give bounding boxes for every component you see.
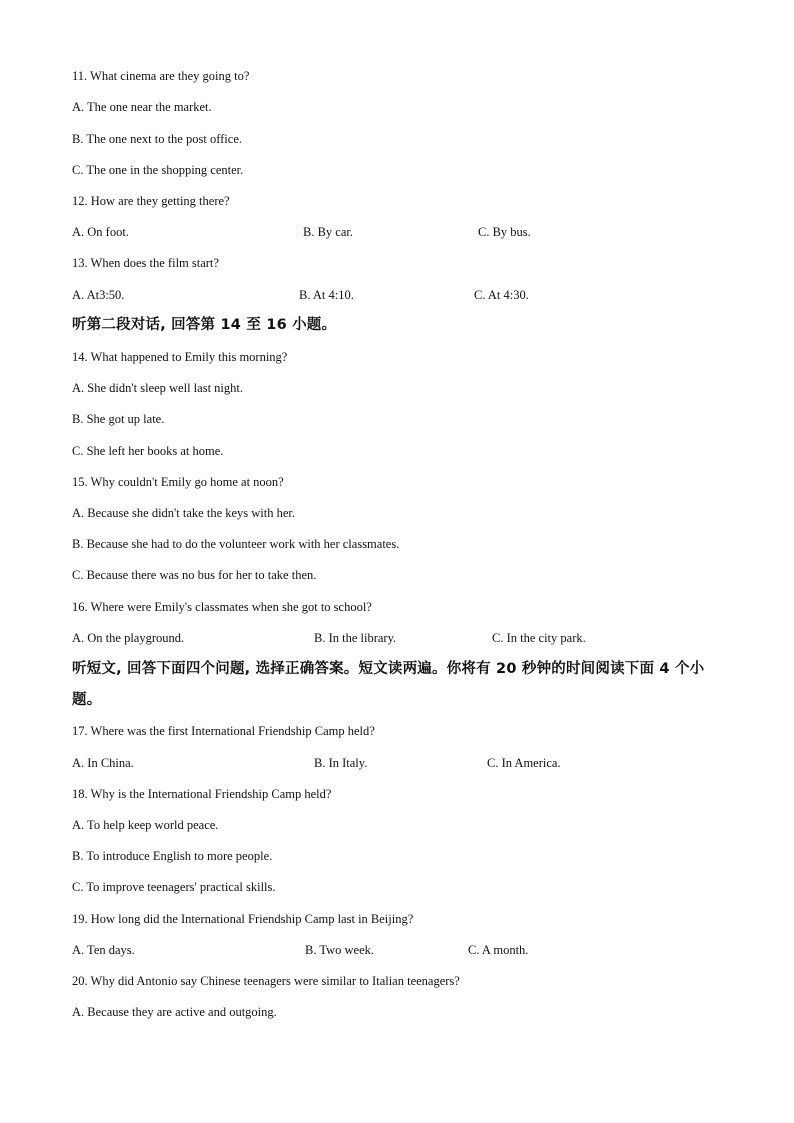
q13-option-c: C. At 4:30. [474, 288, 529, 302]
q17-question: 17. Where was the first International Friendship Camp held? [72, 724, 375, 738]
q19-question: 19. How long did the International Friendship Camp last in Beijing? [72, 912, 414, 926]
q18-question: 18. Why is the International Friendship Camp held? [72, 787, 332, 801]
q16-option-c: C. In the city park. [492, 631, 586, 645]
q11-option-a: A. The one near the market. [72, 100, 212, 114]
section-heading-passage: 听短文, 回答下面四个问题, 选择正确答案。短文读两遍。你将有 20 秒钟的时间阅读下面 4 个小题。 [72, 661, 705, 708]
q17-option-c: C. In America. [487, 756, 561, 770]
q19-option-c: C. A month. [468, 943, 529, 957]
q20-option-a: A. Because they are active and outgoing. [72, 1005, 277, 1019]
q13-option-a: A. At3:50. [72, 288, 125, 302]
q12-option-b: B. By car. [303, 225, 353, 239]
q15-option-b: B. Because she had to do the volunteer work with her classmates. [72, 537, 400, 551]
q14-question: 14. What happened to Emily this morning? [72, 350, 288, 364]
q18-option-b: B. To introduce English to more people. [72, 849, 273, 863]
q13-question: 13. When does the film start? [72, 256, 219, 270]
q16-question: 16. Where were Emily's classmates when she got to school? [72, 600, 372, 614]
q20-question: 20. Why did Antonio say Chinese teenagers were similar to Italian teenagers? [72, 974, 460, 988]
q19-option-a: A. Ten days. [72, 943, 135, 957]
q16-option-b: B. In the library. [314, 631, 397, 645]
q12-option-c: C. By bus. [478, 225, 531, 239]
q14-option-c: C. She left her books at home. [72, 444, 224, 458]
q11-question: 11. What cinema are they going to? [72, 69, 250, 83]
q14-option-b: B. She got up late. [72, 412, 165, 426]
q15-option-c: C. Because there was no bus for her to take then. [72, 568, 317, 582]
q19-option-b: B. Two week. [305, 943, 375, 957]
q15-option-a: A. Because she didn't take the keys with her. [72, 506, 296, 520]
q15-question: 15. Why couldn't Emily go home at noon? [72, 475, 284, 489]
q11-option-b: B. The one next to the post office. [72, 132, 242, 146]
q18-option-c: C. To improve teenagers' practical skills. [72, 880, 276, 894]
q11-option-c: C. The one in the shopping center. [72, 163, 244, 177]
q16-option-a: A. On the playground. [72, 631, 185, 645]
section-heading-dialogue-2: 听第二段对话, 回答第 14 至 16 小题。 [72, 317, 337, 333]
q12-question: 12. How are they getting there? [72, 194, 230, 208]
q17-option-a: A. In China. [72, 756, 134, 770]
q18-option-a: A. To help keep world peace. [72, 818, 219, 832]
q14-option-a: A. She didn't sleep well last night. [72, 381, 243, 395]
q17-option-b: B. In Italy. [314, 756, 368, 770]
q12-option-a: A. On foot. [72, 225, 129, 239]
q13-option-b: B. At 4:10. [299, 288, 354, 302]
